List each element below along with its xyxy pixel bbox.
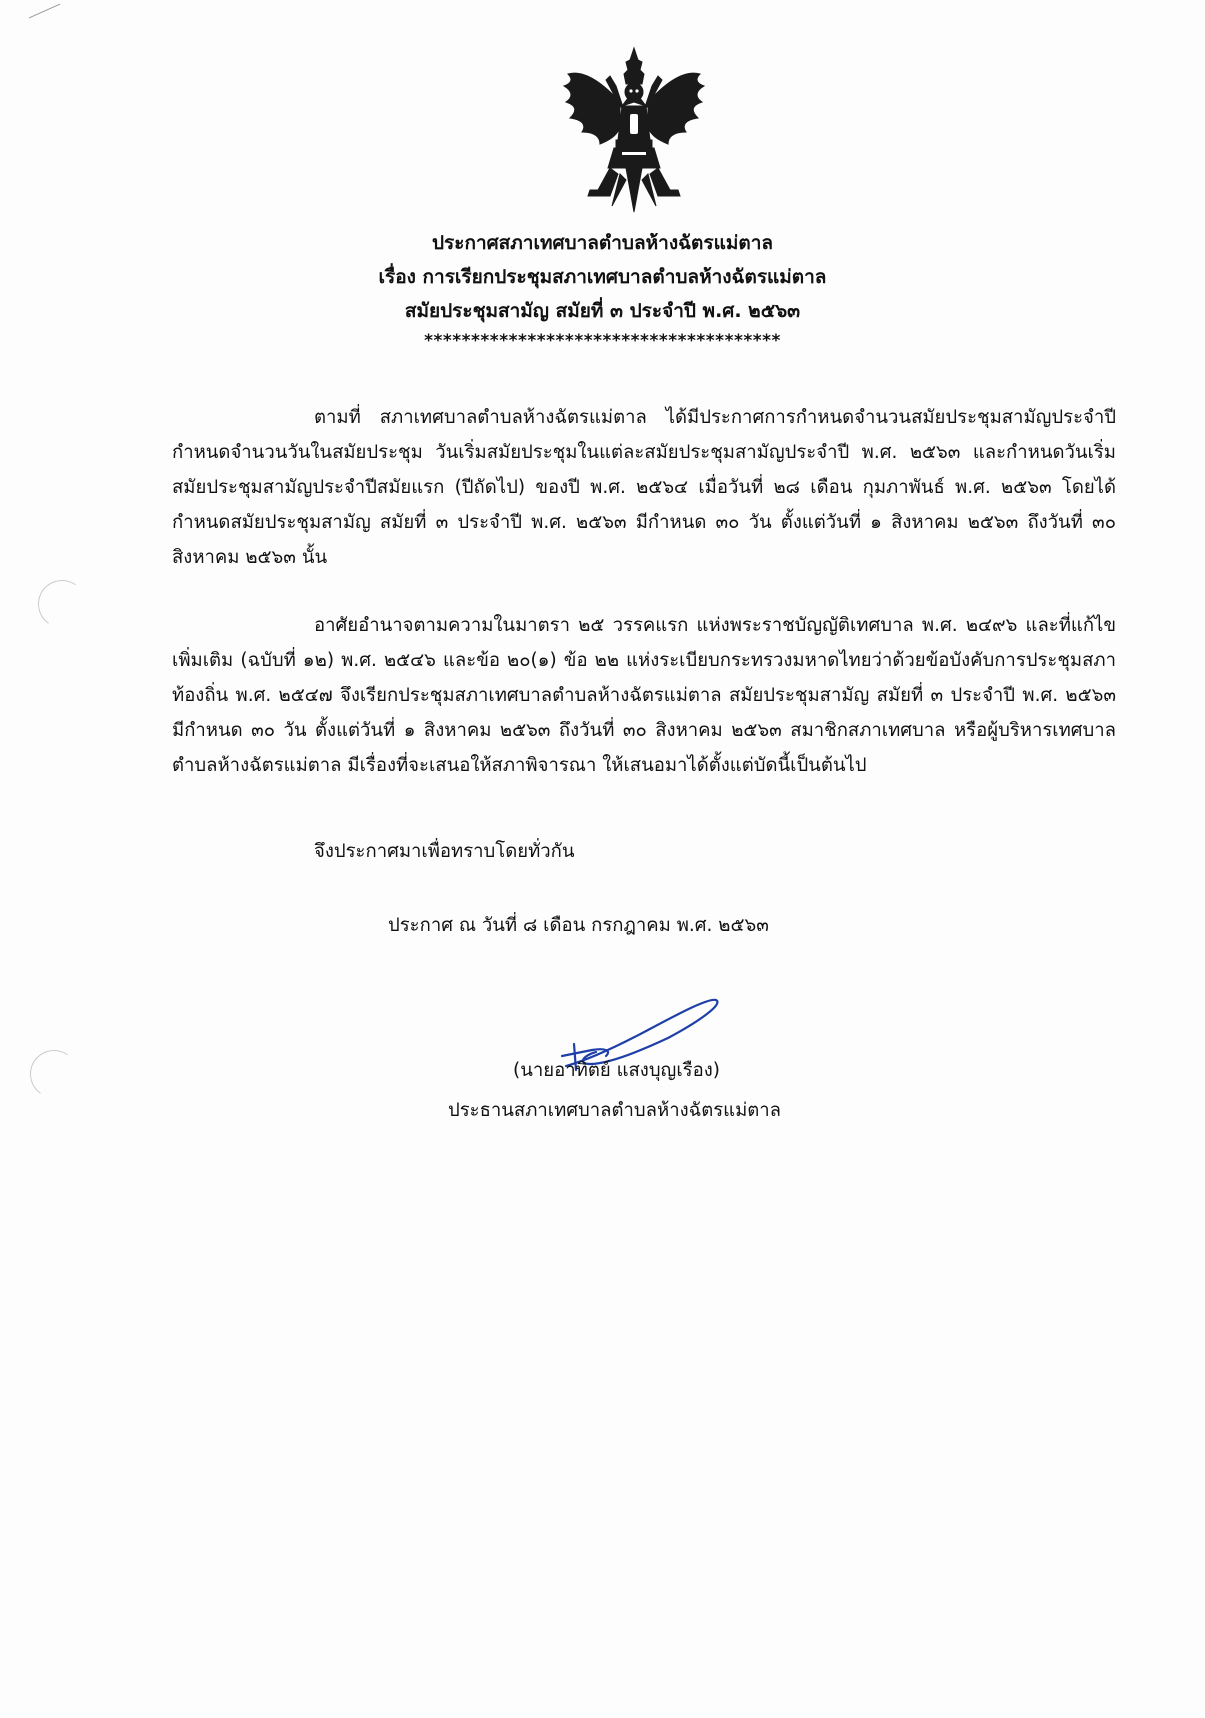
closing-statement: จึงประกาศมาเพื่อทราบโดยทั่วกัน bbox=[314, 841, 575, 862]
signatory-name: (นายอาทิตย์ แสงบุญเรือง) bbox=[513, 1060, 720, 1081]
garuda-emblem-icon bbox=[560, 40, 708, 220]
punch-hole-upper bbox=[34, 576, 90, 632]
body-paragraph-1 bbox=[172, 400, 1116, 575]
announcement-header bbox=[0, 226, 1205, 352]
paragraph-text: อาศัยอำนาจตามความในมาตรา ๒๕ วรรคแรก แห่งพระราชบัญญัติเทศบาล พ.ศ. ๒๔๙๖ และที่แก้ไขเพิ่มเติม (ฉบับที่ ๑๒) พ.ศ. ๒๕๔๖ และข้อ ๒๐(๑) ข้อ ๒๒ แห่งระเบียบกระทรวงมหาดไทยว่าด้วยข้อบังคับการประชุมสภาท้องถิ่น พ.ศ. ๒๕๔๗ จึงเรียกประชุมสภาเทศบาลตำบลห้างฉัตรแม่ตาล สมัยประชุมสามัญ สมัยที่ ๓ ประจำปี พ.ศ. ๒๕๖๓ มีกำหนด ๓๐ วัน ตั้งแต่วันที่ ๑ สิงหาคม ๒๕๖๓ ถึงวันที่ ๓๐ สิงหาคม ๒๕๖๓ สมาชิกสภาเทศบาล หรือผู้บริหารเทศบาลตำบลห้างฉัตรแม่ตาล มีเรื่องที่จะเสนอให้สภาพิจารณา ให้เสนอมาได้ตั้งแต่บัดนี้เป็นต้นไป bbox=[172, 615, 1116, 776]
scan-corner-mark bbox=[29, 4, 65, 30]
header-session: สมัยประชุมสามัญ สมัยที่ ๓ ประจำปี พ.ศ. ๒๕๖๓ bbox=[404, 300, 801, 322]
announcement-date: ประกาศ ณ วันที่ ๘ เดือน กรกฎาคม พ.ศ. ๒๕๖๓ bbox=[388, 915, 769, 936]
paragraph-text: ตามที่ สภาเทศบาลตำบลห้างฉัตรแม่ตาล ได้มีประกาศการกำหนดจำนวนสมัยประชุมสามัญประจำปี กำหนดจำนวนวันในสมัยประชุม วันเริ่มสมัยประชุมในแต่ละสมัยประชุมสามัญประจำปี พ.ศ. ๒๕๖๓ และกำหนดวันเริ่มสมัยประชุมสามัญประจำปีสมัยแรก (ปีถัดไป) ของปี พ.ศ. ๒๕๖๔ เมื่อวันที่ ๒๘ เดือน กุมภาพันธ์ พ.ศ. ๒๕๖๓ โดยได้กำหนดสมัยประชุมสามัญ สมัยที่ ๓ ประจำปี พ.ศ. ๒๕๖๓ มีกำหนด ๓๐ วัน ตั้งแต่วันที่ ๑ สิงหาคม ๒๕๖๓ ถึงวันที่ ๓๐ สิงหาคม ๒๕๖๓ นั้น bbox=[172, 407, 1116, 568]
header-title: ประกาศสภาเทศบาลตำบลห้างฉัตรแม่ตาล bbox=[431, 232, 774, 254]
header-divider: ************************************** bbox=[424, 331, 781, 351]
signatory-title: ประธานสภาเทศบาลตำบลห้างฉัตรแม่ตาล bbox=[447, 1100, 782, 1121]
header-subject: เรื่อง การเรียกประชุมสภาเทศบาลตำบลห้างฉัตรแม่ตาล bbox=[378, 266, 827, 288]
body-paragraph-2 bbox=[172, 608, 1116, 783]
